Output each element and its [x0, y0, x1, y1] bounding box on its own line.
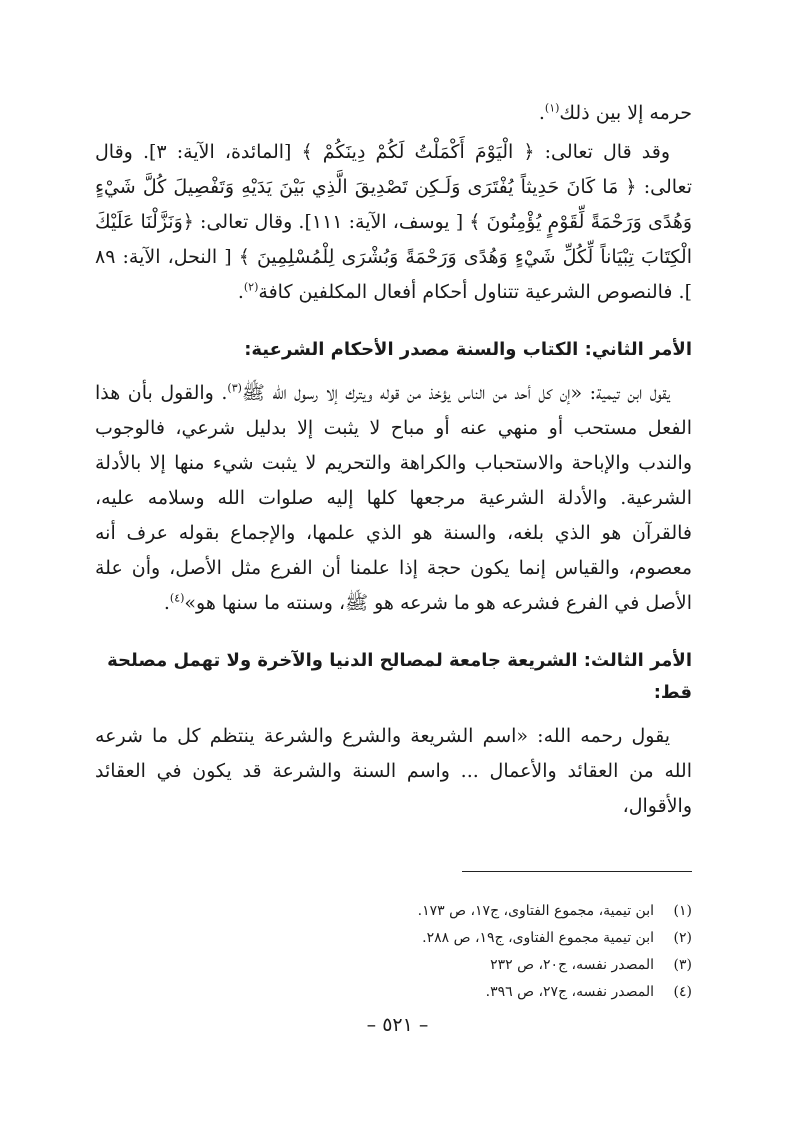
footnote-ref-4: (٤) [169, 591, 185, 605]
paragraph-sharia-definition [95, 719, 692, 824]
paragraph-text: [ النحل، الآية: ٨٩ ]. فالنصوص الشرعية تتناول أحكام أفعال المكلفين كافة [95, 246, 692, 303]
page-number: – ٥٢١ – [366, 1014, 429, 1036]
footnotes-list [200, 898, 692, 1006]
footnote-number: (٢) [673, 930, 692, 946]
footnote-ref-2: (٢) [243, 280, 259, 294]
footnote-item [200, 979, 692, 1006]
paragraph-continuation [95, 96, 692, 131]
paragraph-end: . [237, 281, 244, 303]
footnote-item [200, 952, 692, 979]
footnote-text: ابن تيمية، مجموع الفتاوى، ج١٧، ص ١٧٣. [417, 903, 654, 919]
page-body [95, 96, 692, 824]
footnote-number: (٣) [673, 957, 692, 973]
paragraph-text: يقول رحمه الله: «اسم الشريعة والشرع والشرعة ينتظم كل ما شرعه الله من العقائد والأعمال ... واسم السنة والشرعة قد يكون في العقائد والأقوال، [95, 725, 692, 817]
footnote-ref-1: (١) [544, 101, 560, 115]
footnote-text: ابن تيمية مجموع الفتاوى، ج١٩، ص ٢٨٨. [422, 930, 654, 946]
quran-verse-nahl: ﴿وَنَزَّلْنَا عَلَيْكَ الْكِتَابَ تِبْيَاناً لِّكُلِّ شَيْءٍ وَهُدًى وَرَحْمَةً وَبُشْرَى لِلْمُسْلِمِينَ ﴾ [95, 211, 692, 268]
footnote-divider [462, 871, 692, 872]
section-heading-third: الأمر الثالث: الشريعة جامعة لمصالح الدنيا والآخرة ولا تهمل مصلحة قط: [107, 650, 692, 703]
paragraph-quran-verses [95, 135, 692, 310]
footnote-number: (١) [673, 903, 692, 919]
paragraph-text: حرمه إلا بين ذلك [559, 102, 692, 124]
footnote-text: المصدر نفسه، ج٢٠، ص ٢٣٢ [490, 957, 654, 973]
paragraph-text: يقول ابن تيمية: «إن كل أحد من الناس يؤخذ من قوله ويترك إلا رسول الله ﷺ [241, 382, 670, 404]
footnote-item [200, 898, 692, 925]
quran-verse-yusuf: ﴿ مَا كَانَ حَدِيثاً يُفْتَرَى وَلَـكِن تَصْدِيقَ الَّذِي بَيْنَ يَدَيْهِ وَتَفْصِيلَ كُلَّ شَيْءٍ وَهُدًى وَرَحْمَةً لِّقَوْمٍ يُؤْمِنُونَ ﴾ [95, 176, 693, 233]
paragraph-text: وقد قال تعالى: [534, 141, 671, 163]
paragraph-ibn-taymiyyah-sources [95, 376, 692, 621]
paragraph-text: [ يوسف، الآية: ١١١]. وقال تعالى: [193, 211, 470, 233]
footnote-ref-3: (٣) [227, 381, 242, 395]
footnote-item [200, 925, 692, 952]
paragraph-text: . والقول بأن هذا الفعل مستحب أو منهي عنه أو مباح لا يثبت إلا بدليل شرعي، فالوجوب والندب والإباحة والاستحباب والكراهة والتحريم لا يثبت شيء منها إلا بالأدلة الشرعية. والأدلة الشرعية مرجعها كلها إليه صلوات الله وسلامه عليه، فالقرآن هو الذي بلغه، والسنة هو الذي علمها، والإجماع بقوله عرف أنه معصوم، والقياس إنما يكون حجة إذا علمنا أن الفرع مثل الأصل، وأن علة الأصل في الفرع فشرعه هو ما شرعه هو ﷺ، وسنته ما سنها هو» [95, 382, 692, 614]
quran-verse-maidah: ﴿ الْيَوْمَ أَكْمَلْتُ لَكُمْ دِينَكُمْ ﴾ [301, 141, 535, 163]
paragraph-end: . [163, 592, 170, 614]
footnote-text: المصدر نفسه، ج٢٧، ص ٣٩٦. [485, 984, 654, 1000]
footnote-number: (٤) [673, 984, 692, 1000]
section-heading-second: الأمر الثاني: الكتاب والسنة مصدر الأحكام الشرعية: [244, 339, 692, 360]
paragraph-text: [المائدة، الآية: ٣]. وقال تعالى: [95, 141, 693, 198]
paragraph-end: . [538, 102, 545, 124]
